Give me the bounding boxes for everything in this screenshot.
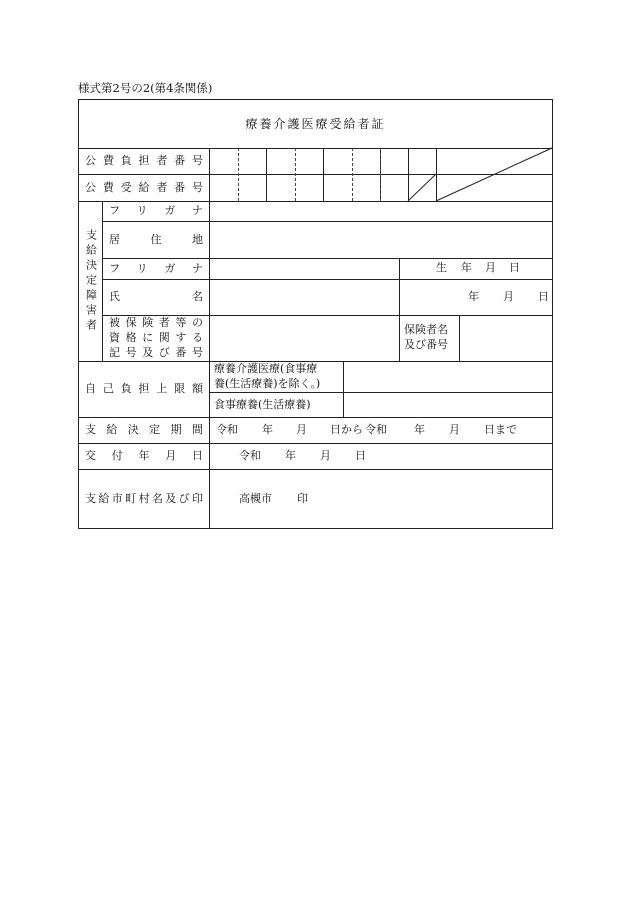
seal-mark: 印 xyxy=(297,492,308,505)
digit-dashed-rule xyxy=(238,148,239,201)
name-date-year: 年 xyxy=(468,290,479,303)
copay-medical-label-line1: 療養介護医療(食事療 xyxy=(214,362,318,375)
period-year-start: 年 xyxy=(262,423,273,436)
rule-date-column xyxy=(399,258,400,361)
digit-dashed-rule xyxy=(352,148,353,201)
furigana-label: フ リ ガ ナ xyxy=(109,204,203,217)
recipient-group-label: 支給決定障害者 xyxy=(84,228,98,334)
rule-insurer-column xyxy=(459,315,460,361)
digit-rule xyxy=(323,148,324,201)
period-reiwa-end: 令和 xyxy=(365,423,387,436)
period-year-end: 年 xyxy=(414,423,425,436)
insurer-name-label-line2: 及び番号 xyxy=(404,338,448,351)
birth-year: 年 xyxy=(461,261,472,274)
digit-dashed-rule xyxy=(380,148,381,201)
digit-rule xyxy=(436,148,437,201)
public-payer-number-label: 公 費 負 担 者 番 号 xyxy=(85,154,203,167)
insured-number-label-line2: 資 格 に 関 す る xyxy=(109,331,203,344)
insured-number-label-line3: 記 号 及 び 番 号 xyxy=(109,346,203,359)
period-month-start: 月 xyxy=(296,423,307,436)
name-date-month: 月 xyxy=(503,290,514,303)
digit-dashed-rule xyxy=(295,148,296,201)
name-date-day: 日 xyxy=(538,290,549,303)
issue-year: 年 xyxy=(285,449,296,462)
digit-rule xyxy=(266,148,267,201)
birth-day: 日 xyxy=(509,261,520,274)
certificate-form xyxy=(78,99,553,529)
digit-rule xyxy=(408,148,409,201)
address-label: 居 住 地 xyxy=(109,232,203,246)
copay-meal-label: 食事療養(生活療養) xyxy=(214,398,311,411)
issue-month: 月 xyxy=(320,449,331,462)
period-day-end: 日まで xyxy=(484,423,517,436)
certificate-title: 療養介護医療受給者証 xyxy=(245,117,386,131)
issue-day: 日 xyxy=(355,449,366,462)
copay-limit-label: 自 己 負 担 上 限 額 xyxy=(85,382,203,395)
name-label: 氏 名 xyxy=(109,290,203,303)
birth-month: 月 xyxy=(485,261,496,274)
issue-reiwa: 令和 xyxy=(239,449,261,462)
municipality-label-text: 支 給 市 町 村 名 及 び 印 xyxy=(85,492,203,505)
rule-copay-mid xyxy=(209,392,552,393)
municipality-name: 高槻市 xyxy=(239,492,272,505)
period-day-start: 日から xyxy=(330,423,363,436)
issue-date-label: 交 付 年 月 日 xyxy=(85,449,203,462)
insured-number-label-line1: 被 保 険 者 等 の xyxy=(109,316,203,329)
furigana-label: フ リ ガ ナ xyxy=(109,261,203,275)
copay-medical-label-line2: 養(生活療養)を除く。) xyxy=(214,377,321,390)
period-label: 支 給 決 定 期 間 xyxy=(85,423,203,436)
public-recipient-number-label: 公 費 受 給 者 番 号 xyxy=(85,180,203,194)
period-reiwa-start: 令和 xyxy=(216,423,238,436)
form-number-label: 様式第2号の2(第4条関係) xyxy=(78,81,213,95)
insurer-name-label-line1: 保険者名 xyxy=(404,323,448,336)
rule-copay-column xyxy=(343,361,344,417)
rule-label-column xyxy=(209,148,210,529)
birth-sei: 生 xyxy=(436,261,447,274)
rule-group-column xyxy=(102,201,103,361)
period-month-end: 月 xyxy=(449,423,460,436)
